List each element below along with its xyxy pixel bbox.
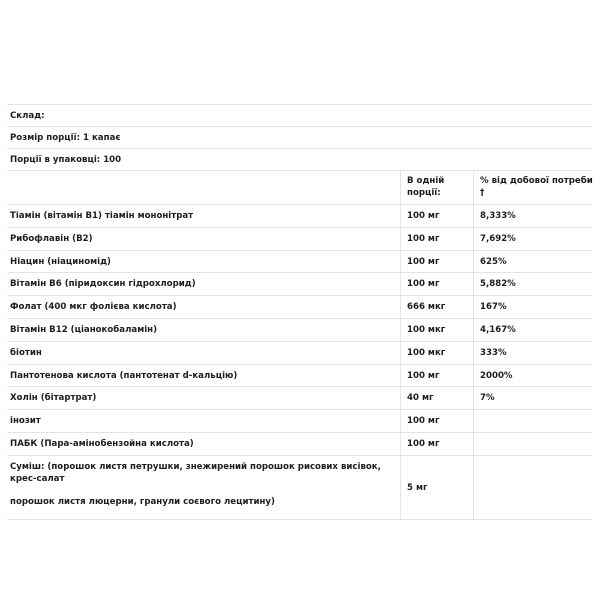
nutrient-daily-value: 8,333%: [480, 211, 516, 221]
nutrient-amount: 40 мг: [407, 393, 434, 404]
nutrient-amount: 100 мкг: [407, 324, 446, 335]
nutrient-daily-value: 333%: [480, 347, 507, 358]
blend-ingredients-line-2: порошок листя люцерни, гранули соєвого лецитину): [10, 496, 275, 507]
nutrient-name: Рибофлавін (B2): [10, 233, 93, 244]
supplement-facts-table: [7, 104, 592, 520]
nutrient-amount: 100 мг: [407, 438, 440, 449]
nutrient-daily-value: 167%: [480, 302, 507, 313]
servings-per-container: Порції в упаковці: 100: [10, 155, 122, 165]
nutrient-name: Вітамін B6 (піридоксин гідрохлорид): [10, 279, 196, 290]
amount-column-header: В одній порції:: [407, 176, 445, 198]
table-row: [7, 296, 592, 319]
daily-value-column-header: % від добової потреби †: [480, 176, 593, 198]
servings-per-container-row: [7, 149, 592, 171]
nutrient-amount: 100 мг: [407, 416, 440, 427]
nutrient-amount: 100 мг: [407, 279, 440, 290]
nutrient-name: біотин: [10, 347, 42, 358]
nutrient-name: Вітамін B12 (ціанокобаламін): [10, 324, 158, 335]
blend-ingredients-line-1: Суміш: (порошок листя петрушки, знежирений порошок рисових висівок, крес-салат: [10, 461, 381, 484]
nutrient-name: Тіамін (вітамін B1) тіамін мононітрат: [10, 211, 194, 221]
table-row: [7, 387, 592, 410]
table-row: [7, 251, 592, 274]
nutrient-name: Холін (бітартрат): [10, 393, 97, 404]
table-row: [7, 342, 592, 365]
table-row: [7, 365, 592, 388]
nutrient-name: ПАБК (Пара-амінобензойна кислота): [10, 438, 194, 449]
nutrient-daily-value: 4,167%: [480, 324, 516, 335]
nutrient-daily-value: 7%: [480, 393, 495, 404]
table-row: [7, 228, 592, 251]
nutrient-amount: 100 мкг: [407, 347, 446, 358]
table-row: [7, 433, 592, 456]
table-row: [7, 410, 592, 433]
serving-size-row: [7, 127, 592, 149]
nutrient-name: інозит: [10, 416, 41, 427]
nutrient-name: Фолат (400 мкг фолієва кислота): [10, 302, 177, 313]
nutrient-name: Пантотенова кислота (пантотенат d-кальцію): [10, 370, 238, 381]
nutrient-daily-value: 5,882%: [480, 279, 516, 290]
nutrient-amount: 100 мг: [407, 256, 440, 267]
nutrient-daily-value: 7,692%: [480, 233, 516, 244]
nutrient-amount: 100 мг: [407, 233, 440, 244]
table-header: [7, 171, 592, 205]
nutrient-amount: 666 мкг: [407, 302, 446, 313]
blend-row: [7, 456, 592, 520]
table-row: [7, 273, 592, 296]
blend-amount: 5 мг: [407, 482, 428, 493]
table-row: [7, 319, 592, 342]
composition-row: [7, 104, 592, 127]
table-row: [7, 205, 592, 228]
serving-size: Розмір порції: 1 капає: [10, 133, 121, 143]
nutrient-daily-value: 2000%: [480, 370, 513, 381]
nutrient-amount: 100 мг: [407, 211, 440, 221]
composition-label: Склад:: [10, 111, 45, 121]
nutrient-amount: 100 мг: [407, 370, 440, 381]
nutrient-name: Ніацин (ніациномід): [10, 256, 111, 267]
nutrient-daily-value: 625%: [480, 256, 507, 267]
